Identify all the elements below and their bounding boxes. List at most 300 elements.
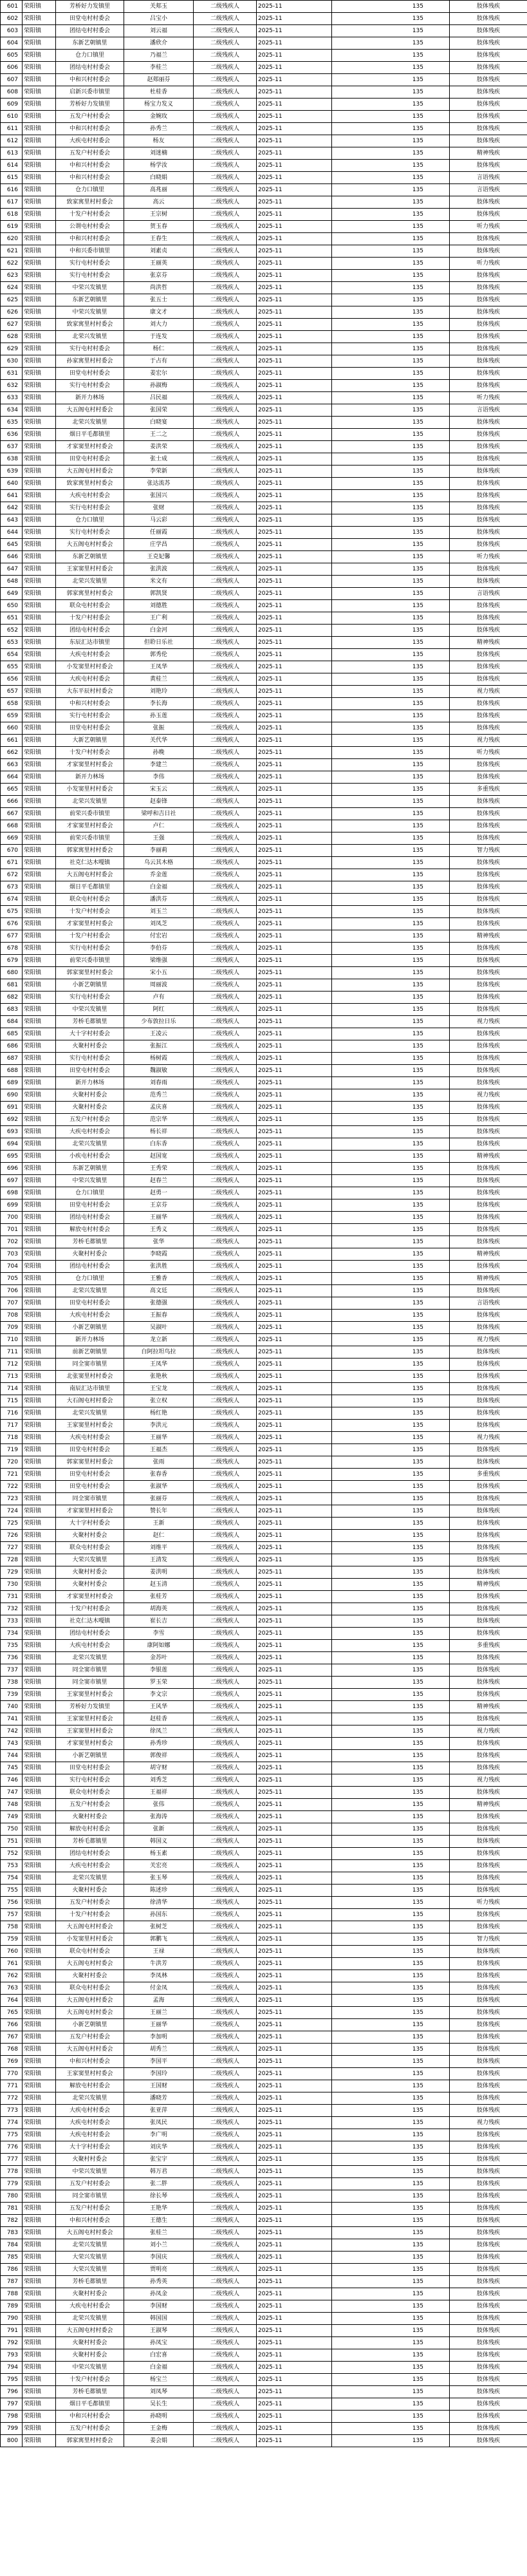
- amount-cell: 135: [332, 2166, 450, 2178]
- category-cell: 肢体残疾: [450, 1285, 527, 1297]
- row-number: 750: [1, 1823, 23, 1836]
- month-cell: 2025-11: [257, 490, 332, 502]
- village-cell: 火聚村村委会: [56, 2154, 124, 2166]
- village-cell: 联众屯村村委会: [56, 600, 124, 612]
- month-cell: 2025-11: [257, 2129, 332, 2141]
- row-number: 787: [1, 2276, 23, 2288]
- category-cell: 肢体残疾: [450, 2264, 527, 2276]
- town-cell: 荣阳镇: [23, 1872, 56, 1885]
- town-cell: 荣阳镇: [23, 2252, 56, 2264]
- month-cell: 2025-11: [257, 1946, 332, 1958]
- amount-cell: 135: [332, 441, 450, 453]
- level-cell: 二级残疾人: [194, 160, 257, 172]
- amount-cell: 135: [332, 1566, 450, 1579]
- village-cell: 大疾屯村村委会: [56, 1432, 124, 1444]
- level-cell: 二级残疾人: [194, 1261, 257, 1273]
- town-cell: 荣阳镇: [23, 2178, 56, 2190]
- category-cell: 精神残疾: [450, 1799, 527, 1811]
- amount-cell: 135: [332, 2398, 450, 2411]
- row-number: 763: [1, 1982, 23, 1995]
- town-cell: 荣阳镇: [23, 1, 56, 13]
- name-cell: 李洪元: [124, 1420, 194, 1432]
- town-cell: 荣阳镇: [23, 2215, 56, 2227]
- level-cell: 二级残疾人: [194, 1774, 257, 1787]
- town-cell: 荣阳镇: [23, 417, 56, 429]
- row-number: 658: [1, 698, 23, 710]
- level-cell: 二级残疾人: [194, 2288, 257, 2300]
- town-cell: 荣阳镇: [23, 1603, 56, 1615]
- town-cell: 荣阳镇: [23, 2031, 56, 2044]
- month-cell: 2025-11: [257, 1542, 332, 1554]
- town-cell: 荣阳镇: [23, 2141, 56, 2154]
- town-cell: 荣阳镇: [23, 820, 56, 832]
- row-number: 670: [1, 845, 23, 857]
- row-number: 669: [1, 832, 23, 845]
- category-cell: 肢体残疾: [450, 2007, 527, 2019]
- amount-cell: 135: [332, 943, 450, 955]
- town-cell: 荣阳镇: [23, 2349, 56, 2362]
- village-cell: 中荣兴发镇里: [56, 2166, 124, 2178]
- village-cell: 仓力口镇里: [56, 50, 124, 62]
- town-cell: 荣阳镇: [23, 600, 56, 612]
- name-cell: 王禄: [124, 1946, 194, 1958]
- level-cell: 二级残疾人: [194, 881, 257, 894]
- name-cell: 姜会娟: [124, 2435, 194, 2447]
- town-cell: 荣阳镇: [23, 1689, 56, 1701]
- name-cell: 吴长生: [124, 2398, 194, 2411]
- level-cell: 二级残疾人: [194, 1469, 257, 1481]
- amount-cell: 135: [332, 2068, 450, 2080]
- level-cell: 二级残疾人: [194, 1089, 257, 1102]
- category-cell: 肢体残疾: [450, 2362, 527, 2374]
- town-cell: 荣阳镇: [23, 135, 56, 147]
- row-number: 675: [1, 906, 23, 918]
- row-number: 681: [1, 979, 23, 992]
- month-cell: 2025-11: [257, 1811, 332, 1823]
- name-cell: 金婉玫: [124, 111, 194, 123]
- month-cell: 2025-11: [257, 2105, 332, 2117]
- category-cell: 肢体残疾: [450, 441, 527, 453]
- town-cell: 荣阳镇: [23, 918, 56, 930]
- month-cell: 2025-11: [257, 600, 332, 612]
- town-cell: 荣阳镇: [23, 1518, 56, 1530]
- amount-cell: 135: [332, 1273, 450, 1285]
- row-number: 788: [1, 2288, 23, 2300]
- amount-cell: 135: [332, 1823, 450, 1836]
- level-cell: 二级残疾人: [194, 1664, 257, 1677]
- level-cell: 二级残疾人: [194, 1395, 257, 1407]
- town-cell: 荣阳镇: [23, 1664, 56, 1677]
- category-cell: 肢体残疾: [450, 1762, 527, 1774]
- table-row: [1, 1248, 527, 1261]
- month-cell: 2025-11: [257, 1970, 332, 1982]
- town-cell: 荣阳镇: [23, 1946, 56, 1958]
- month-cell: 2025-11: [257, 1297, 332, 1310]
- amount-cell: 135: [332, 869, 450, 881]
- name-cell: 杨宝力发义: [124, 99, 194, 111]
- level-cell: 二级残疾人: [194, 1640, 257, 1652]
- name-cell: 关宏亮: [124, 1860, 194, 1872]
- row-number: 760: [1, 1946, 23, 1958]
- month-cell: 2025-11: [257, 2166, 332, 2178]
- level-cell: 二级残疾人: [194, 417, 257, 429]
- village-cell: 大荣兴发镇里: [56, 1554, 124, 1566]
- category-cell: 肢体残疾: [450, 2031, 527, 2044]
- amount-cell: 135: [332, 331, 450, 343]
- table-row: [1, 514, 527, 527]
- level-cell: 二级残疾人: [194, 2141, 257, 2154]
- amount-cell: 135: [332, 845, 450, 857]
- amount-cell: 135: [332, 1346, 450, 1359]
- table-row: [1, 1885, 527, 1897]
- village-cell: 同全窦市镇里: [56, 2190, 124, 2203]
- month-cell: 2025-11: [257, 1334, 332, 1346]
- town-cell: 荣阳镇: [23, 111, 56, 123]
- name-cell: 孙淑梅: [124, 380, 194, 392]
- village-cell: 北荣兴发镇里: [56, 1872, 124, 1885]
- level-cell: 二级残疾人: [194, 1236, 257, 1248]
- town-cell: 荣阳镇: [23, 1236, 56, 1248]
- name-cell: 但聆日乐社: [124, 637, 194, 649]
- month-cell: 2025-11: [257, 270, 332, 282]
- name-cell: 王丽兰: [124, 2007, 194, 2019]
- month-cell: 2025-11: [257, 1933, 332, 1946]
- table-row: [1, 2068, 527, 2080]
- town-cell: 荣阳镇: [23, 2190, 56, 2203]
- level-cell: 二级残疾人: [194, 1530, 257, 1542]
- town-cell: 荣阳镇: [23, 502, 56, 514]
- table-row: [1, 2411, 527, 2423]
- category-cell: 言语残疾: [450, 172, 527, 184]
- level-cell: 二级残疾人: [194, 2386, 257, 2398]
- row-number: 774: [1, 2117, 23, 2129]
- row-number: 721: [1, 1469, 23, 1481]
- name-cell: 刘迷楠: [124, 147, 194, 160]
- name-cell: 梁维强: [124, 955, 194, 967]
- amount-cell: 135: [332, 759, 450, 771]
- village-cell: 十发户村村委会: [56, 1603, 124, 1615]
- name-cell: 刘秀芝: [124, 1774, 194, 1787]
- row-number: 635: [1, 417, 23, 429]
- name-cell: 杨红艳: [124, 1407, 194, 1420]
- village-cell: 新开力林场: [56, 771, 124, 784]
- category-cell: 智力残疾: [450, 1933, 527, 1946]
- table-row: [1, 1089, 527, 1102]
- level-cell: 二级残疾人: [194, 2031, 257, 2044]
- town-cell: 荣阳镇: [23, 453, 56, 465]
- month-cell: 2025-11: [257, 1762, 332, 1774]
- name-cell: 王雅香: [124, 1273, 194, 1285]
- village-cell: 团结屯村村委会: [56, 1261, 124, 1273]
- amount-cell: 135: [332, 221, 450, 233]
- amount-cell: 135: [332, 2227, 450, 2239]
- level-cell: 二级残疾人: [194, 2044, 257, 2056]
- level-cell: 二级残疾人: [194, 2264, 257, 2276]
- table-row: [1, 2325, 527, 2337]
- name-cell: 刘春雨: [124, 1077, 194, 1089]
- category-cell: 肢体残疾: [450, 160, 527, 172]
- name-cell: 刘素贞: [124, 245, 194, 258]
- month-cell: 2025-11: [257, 2056, 332, 2068]
- town-cell: 荣阳镇: [23, 1346, 56, 1359]
- table-row: [1, 2239, 527, 2252]
- row-number: 690: [1, 1089, 23, 1102]
- village-cell: 小新艺朝镇里: [56, 979, 124, 992]
- town-cell: 荣阳镇: [23, 74, 56, 86]
- town-cell: 荣阳镇: [23, 1505, 56, 1518]
- name-cell: 李国庆: [124, 2252, 194, 2264]
- village-cell: 中和兴村村委会: [56, 2056, 124, 2068]
- village-cell: 五发户村村委会: [56, 1799, 124, 1811]
- town-cell: 荣阳镇: [23, 771, 56, 784]
- category-cell: 肢体残疾: [450, 1187, 527, 1199]
- town-cell: 荣阳镇: [23, 2080, 56, 2092]
- row-number: 611: [1, 123, 23, 135]
- village-cell: 火聚村村委会: [56, 1579, 124, 1591]
- village-cell: 实行屯村村委会: [56, 943, 124, 955]
- table-row: [1, 869, 527, 881]
- category-cell: 肢体残疾: [450, 2288, 527, 2300]
- month-cell: 2025-11: [257, 1958, 332, 1970]
- row-number: 712: [1, 1359, 23, 1371]
- month-cell: 2025-11: [257, 551, 332, 563]
- name-cell: 罗玉荣: [124, 1677, 194, 1689]
- table-row: [1, 955, 527, 967]
- category-cell: 肢体残疾: [450, 1750, 527, 1762]
- village-cell: 大五阁屯村村委会: [56, 1958, 124, 1970]
- month-cell: 2025-11: [257, 2288, 332, 2300]
- name-cell: 刘德胜: [124, 600, 194, 612]
- name-cell: 李伯芬: [124, 943, 194, 955]
- category-cell: 精神残疾: [450, 1273, 527, 1285]
- month-cell: 2025-11: [257, 1518, 332, 1530]
- town-cell: 荣阳镇: [23, 1310, 56, 1322]
- village-cell: 团结屯村村委会: [56, 25, 124, 37]
- village-cell: 实行屯村村委会: [56, 502, 124, 514]
- category-cell: 肢体残疾: [450, 123, 527, 135]
- category-cell: 肢体残疾: [450, 2129, 527, 2141]
- row-number: 657: [1, 686, 23, 698]
- table-row: [1, 1897, 527, 1909]
- name-cell: 张士成: [124, 453, 194, 465]
- row-number: 661: [1, 735, 23, 747]
- row-number: 673: [1, 881, 23, 894]
- amount-cell: 135: [332, 1689, 450, 1701]
- town-cell: 荣阳镇: [23, 2239, 56, 2252]
- village-cell: 大疾屯村村委会: [56, 673, 124, 686]
- name-cell: 乃福兰: [124, 50, 194, 62]
- town-cell: 荣阳镇: [23, 1114, 56, 1126]
- month-cell: 2025-11: [257, 1151, 332, 1163]
- month-cell: 2025-11: [257, 1664, 332, 1677]
- town-cell: 荣阳镇: [23, 343, 56, 355]
- level-cell: 二级残疾人: [194, 355, 257, 368]
- row-number: 643: [1, 514, 23, 527]
- month-cell: 2025-11: [257, 1689, 332, 1701]
- village-cell: 东辰汇达市镇里: [56, 637, 124, 649]
- town-cell: 荣阳镇: [23, 722, 56, 735]
- name-cell: 赵勇一: [124, 1187, 194, 1199]
- category-cell: 肢体残疾: [450, 1615, 527, 1628]
- town-cell: 荣阳镇: [23, 331, 56, 343]
- category-cell: 肢体残疾: [450, 1346, 527, 1359]
- village-cell: 郭家窦里村村委会: [56, 967, 124, 979]
- level-cell: 二级残疾人: [194, 2435, 257, 2447]
- village-cell: 东新艺朝镇里: [56, 37, 124, 50]
- table-row: [1, 771, 527, 784]
- name-cell: 米文有: [124, 576, 194, 588]
- name-cell: 张丽芬: [124, 1493, 194, 1505]
- amount-cell: 135: [332, 2276, 450, 2288]
- town-cell: 荣阳镇: [23, 209, 56, 221]
- amount-cell: 135: [332, 1053, 450, 1065]
- category-cell: 肢体残疾: [450, 306, 527, 319]
- amount-cell: 135: [332, 2300, 450, 2313]
- table-row: [1, 441, 527, 453]
- level-cell: 二级残疾人: [194, 1444, 257, 1456]
- month-cell: 2025-11: [257, 2239, 332, 2252]
- town-cell: 荣阳镇: [23, 1371, 56, 1383]
- table-row: [1, 2056, 527, 2068]
- village-cell: 孙家寓里村村委会: [56, 355, 124, 368]
- row-number: 663: [1, 759, 23, 771]
- name-cell: 张国荣: [124, 404, 194, 417]
- row-number: 724: [1, 1505, 23, 1518]
- amount-cell: 135: [332, 2154, 450, 2166]
- level-cell: 二级残疾人: [194, 1053, 257, 1065]
- level-cell: 二级残疾人: [194, 1126, 257, 1138]
- row-number: 696: [1, 1163, 23, 1175]
- category-cell: 肢体残疾: [450, 490, 527, 502]
- level-cell: 二级残疾人: [194, 2313, 257, 2325]
- month-cell: 2025-11: [257, 2154, 332, 2166]
- village-cell: 火聚村村委会: [56, 2337, 124, 2349]
- row-number: 761: [1, 1958, 23, 1970]
- category-cell: 肢体残疾: [450, 1493, 527, 1505]
- name-cell: 卢有: [124, 992, 194, 1004]
- table-row: [1, 355, 527, 368]
- name-cell: 孙秀兰: [124, 123, 194, 135]
- name-cell: 李伟: [124, 771, 194, 784]
- row-number: 672: [1, 869, 23, 881]
- name-cell: 李凤林: [124, 1970, 194, 1982]
- category-cell: 肢体残疾: [450, 771, 527, 784]
- level-cell: 二级残疾人: [194, 2154, 257, 2166]
- month-cell: 2025-11: [257, 1554, 332, 1566]
- level-cell: 二级残疾人: [194, 820, 257, 832]
- name-cell: 吕民福: [124, 392, 194, 404]
- row-number: 668: [1, 820, 23, 832]
- row-number: 744: [1, 1750, 23, 1762]
- month-cell: 2025-11: [257, 429, 332, 441]
- name-cell: 付宏岩: [124, 930, 194, 943]
- name-cell: 王金梅: [124, 2423, 194, 2435]
- amount-cell: 135: [332, 1713, 450, 1725]
- amount-cell: 135: [332, 1420, 450, 1432]
- town-cell: 荣阳镇: [23, 1762, 56, 1774]
- level-cell: 二级残疾人: [194, 1615, 257, 1628]
- month-cell: 2025-11: [257, 673, 332, 686]
- row-number: 694: [1, 1138, 23, 1151]
- amount-cell: 135: [332, 355, 450, 368]
- month-cell: 2025-11: [257, 979, 332, 992]
- level-cell: 二级残疾人: [194, 196, 257, 209]
- month-cell: 2025-11: [257, 331, 332, 343]
- category-cell: 肢体残疾: [450, 2313, 527, 2325]
- month-cell: 2025-11: [257, 2117, 332, 2129]
- name-cell: 李广明: [124, 2129, 194, 2141]
- village-cell: 中和兴委市镇里: [56, 245, 124, 258]
- row-number: 747: [1, 1787, 23, 1799]
- amount-cell: 135: [332, 1261, 450, 1273]
- table-row: [1, 1371, 527, 1383]
- amount-cell: 135: [332, 808, 450, 820]
- category-cell: 肢体残疾: [450, 661, 527, 673]
- table-row: [1, 625, 527, 637]
- name-cell: 张树芝: [124, 1921, 194, 1933]
- name-cell: 孙国东: [124, 1909, 194, 1921]
- amount-cell: 135: [332, 551, 450, 563]
- village-cell: 大东平辰村村委会: [56, 686, 124, 698]
- village-cell: 新开力林场: [56, 1077, 124, 1089]
- town-cell: 荣阳镇: [23, 1970, 56, 1982]
- table-row: [1, 2080, 527, 2092]
- amount-cell: 135: [332, 649, 450, 661]
- village-cell: 仓力口镇里: [56, 1187, 124, 1199]
- village-cell: 中和兴村村委会: [56, 233, 124, 245]
- town-cell: 荣阳镇: [23, 1885, 56, 1897]
- row-number: 732: [1, 1603, 23, 1615]
- amount-cell: 135: [332, 796, 450, 808]
- village-cell: 五发户村村委会: [56, 2423, 124, 2435]
- table-body: [1, 1, 527, 2447]
- category-cell: 肢体残疾: [450, 600, 527, 612]
- level-cell: 二级残疾人: [194, 1933, 257, 1946]
- month-cell: 2025-11: [257, 1725, 332, 1738]
- name-cell: 王宗树: [124, 209, 194, 221]
- amount-cell: 135: [332, 258, 450, 270]
- table-row: [1, 2141, 527, 2154]
- level-cell: 二级残疾人: [194, 759, 257, 771]
- level-cell: 二级残疾人: [194, 894, 257, 906]
- table-row: [1, 845, 527, 857]
- village-cell: 五发户村村委会: [56, 111, 124, 123]
- month-cell: 2025-11: [257, 1395, 332, 1407]
- village-cell: 大五阁屯村村委会: [56, 2227, 124, 2239]
- village-cell: 小新艺朝镇里: [56, 1750, 124, 1762]
- amount-cell: 135: [332, 820, 450, 832]
- town-cell: 荣阳镇: [23, 1799, 56, 1811]
- table-row: [1, 50, 527, 62]
- amount-cell: 135: [332, 1677, 450, 1689]
- village-cell: 团结屯村村委会: [56, 1848, 124, 1860]
- category-cell: 肢体残疾: [450, 2019, 527, 2031]
- table-row: [1, 2203, 527, 2215]
- table-row: [1, 490, 527, 502]
- row-number: 648: [1, 576, 23, 588]
- month-cell: 2025-11: [257, 465, 332, 478]
- town-cell: 荣阳镇: [23, 1383, 56, 1395]
- amount-cell: 135: [332, 1518, 450, 1530]
- level-cell: 二级残疾人: [194, 1518, 257, 1530]
- month-cell: 2025-11: [257, 404, 332, 417]
- name-cell: 潘晓芳: [124, 2092, 194, 2105]
- row-number: 654: [1, 649, 23, 661]
- table-row: [1, 2374, 527, 2386]
- village-cell: 田堂屯村村委会: [56, 1199, 124, 1212]
- town-cell: 荣阳镇: [23, 294, 56, 306]
- month-cell: 2025-11: [257, 74, 332, 86]
